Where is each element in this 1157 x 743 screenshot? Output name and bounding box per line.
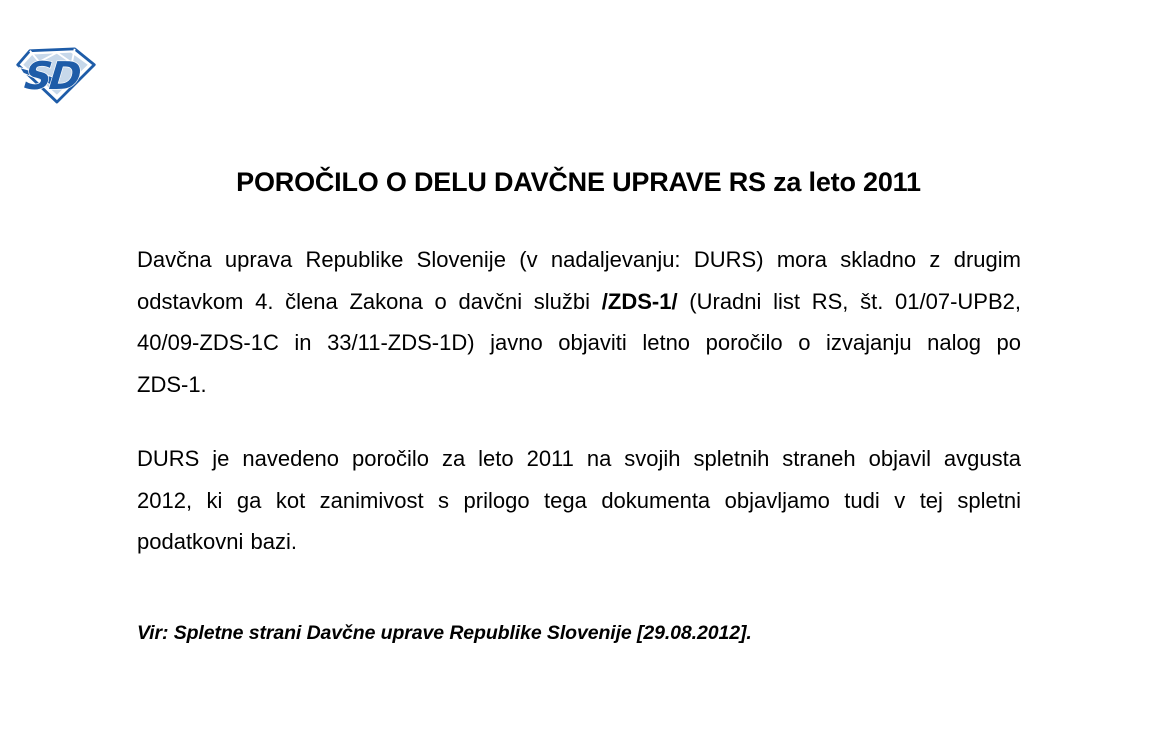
- text-segment: odstavkom 4. člena Zakona o davčni službi: [137, 288, 602, 314]
- bold-text-segment: /ZDS-1/: [601, 288, 678, 314]
- text-line: [137, 281, 1021, 323]
- source-note: Vir: Spletne strani Davčne uprave Republike Slovenije [29.08.2012].: [137, 622, 752, 644]
- sd-diamond-icon: [14, 44, 98, 106]
- text-segment: DURS je navedeno poročilo za leto 2011 na svojih spletnih straneh objavil avgusta: [137, 446, 1021, 471]
- text-line: [137, 438, 1021, 480]
- document-title: POROČILO O DELU DAVČNE UPRAVE RS za leto 2011: [236, 167, 921, 197]
- text-segment: podatkovni bazi.: [137, 529, 297, 554]
- text-line: [137, 239, 1021, 281]
- paragraph-1: [137, 239, 1021, 405]
- text-line: [137, 521, 1021, 563]
- text-segment: ZDS-1.: [137, 371, 207, 397]
- text-segment: (Uradni list RS, št. 01/07-UPB2,: [677, 288, 1022, 314]
- logo-letters: SD: [22, 54, 81, 99]
- text-line: [137, 322, 1021, 364]
- text-segment: 40/09-ZDS-1C in 33/11-ZDS-1D) javno objaviti letno poročilo o izvajanju nalog po: [137, 330, 1021, 355]
- paragraph-2: [137, 438, 1021, 563]
- text-line: [137, 480, 1021, 522]
- text-segment: 2012, ki ga kot zanimivost s prilogo tega dokumenta objavljamo tudi v tej spletni: [137, 487, 1021, 513]
- sd-logo: [14, 44, 98, 106]
- text-segment: Davčna uprava Republike Slovenije (v nadaljevanju: DURS) mora skladno z drugim: [137, 247, 1021, 272]
- text-line: [137, 364, 1021, 406]
